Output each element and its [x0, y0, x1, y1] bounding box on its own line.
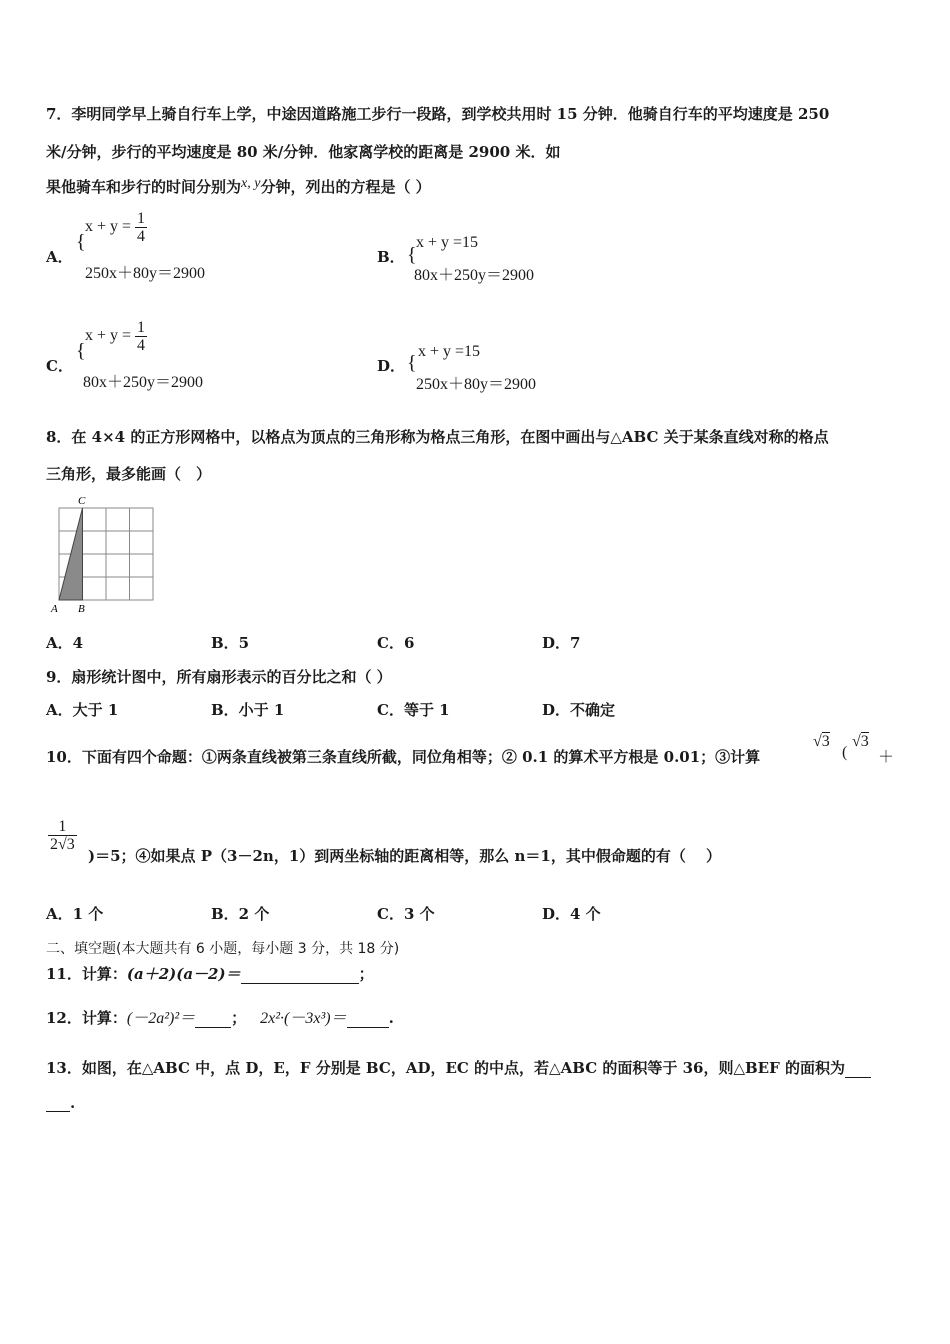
sqrt-icon: √	[852, 733, 861, 750]
q9-option-b: B．小于 1	[211, 701, 285, 719]
q7-option-c-eq1-lhs: x + y =	[85, 327, 132, 345]
q7-option-b-eq1: x + y =15	[416, 234, 479, 251]
brace-icon: {	[407, 244, 417, 266]
frac-num: 1	[137, 210, 146, 227]
q12-expr1: (－2a²)²＝	[126, 1010, 196, 1027]
q8-grid-figure	[44, 492, 164, 617]
q8-line2: 三角形，最多能画（ ）	[46, 465, 212, 483]
q12-expr2: 2x²·(－3x³)＝	[260, 1010, 347, 1027]
q11-expr: (a＋2)(a－2)＝	[126, 965, 241, 983]
fraction	[48, 818, 77, 853]
q8-line1: 8．在 4×4 的正方形网格中，以格点为顶点的三角形称为格点三角形，在图中画出与△ABC 关于某条直线对称的格点	[46, 428, 829, 446]
q8-option-c: C．6	[377, 634, 415, 652]
brace-icon: {	[76, 231, 86, 253]
sqrt-radicand: 3	[860, 733, 869, 750]
q11-suffix: ；	[358, 965, 374, 983]
q12	[46, 1005, 394, 1028]
q13-answer-blank[interactable]	[845, 1063, 871, 1078]
point-b-label: B	[78, 603, 85, 615]
q9-option-a: A．大于 1	[46, 701, 119, 719]
point-c-label: C	[78, 495, 86, 507]
q7-option-a-eq1-lhs: x + y =	[85, 218, 132, 236]
q7-option-c-label: C．	[46, 357, 73, 375]
q10-option-b: B．2 个	[211, 905, 270, 923]
frac-den-coef: 2	[50, 836, 58, 853]
q12-suffix: .	[388, 1009, 394, 1027]
q10-line1: 10．下面有四个命题：①两条直线被第三条直线所截，同位角相等；② 0.1 的算术平方根是 0.01；③计算	[46, 748, 761, 766]
q7-option-a-eq1	[85, 210, 147, 245]
q10-fraction	[48, 818, 77, 853]
q11-prefix: 11．计算：	[46, 965, 127, 983]
q12-answer-blank-1[interactable]	[195, 1013, 231, 1028]
q7-line3	[46, 176, 431, 197]
q7-option-d-eq1: x + y =15	[418, 343, 481, 360]
frac-num: 1	[137, 319, 146, 336]
q7-option-a-label: A．	[46, 248, 73, 266]
q9-text: 9．扇形统计图中，所有扇形表示的百分比之和（ ）	[46, 668, 392, 686]
q7-line3-text: 果他骑车和步行的时间分别为	[46, 178, 242, 196]
q8-option-d: D．7	[542, 634, 581, 652]
q13-answer-blank-cont[interactable]	[46, 1097, 70, 1112]
sqrt-icon: √	[58, 836, 67, 853]
q9-option-d: D．不确定	[542, 701, 616, 719]
q7-line3-end: 分钟，列出的方程是（ ）	[260, 178, 431, 196]
q7-option-c-eq1	[85, 319, 147, 354]
q10-option-c: C．3 个	[377, 905, 435, 923]
q7-option-c-eq2: 80x＋250y＝2900	[83, 374, 204, 391]
q7-option-b-eq2: 80x＋250y＝2900	[414, 267, 535, 284]
sqrt-icon: √	[813, 733, 822, 750]
q12-prefix: 12．计算：	[46, 1009, 127, 1027]
q10-paren-open: (	[842, 744, 848, 761]
q8-option-a: A．4	[46, 634, 84, 652]
q7-option-a-eq2: 250x＋80y＝2900	[85, 265, 206, 282]
q8-option-b: B．5	[211, 634, 250, 652]
section2-heading: 二、填空题(本大题共有 6 小题，每小题 3 分，共 18 分)	[46, 941, 400, 957]
q7-line2: 米/分钟，步行的平均速度是 80 米/分钟．他家离学校的距离是 2900 米．如	[46, 143, 561, 161]
q9-option-c: C．等于 1	[377, 701, 450, 719]
q12-sep: ；	[231, 1009, 247, 1027]
q11	[46, 963, 374, 984]
q7-option-d-eq2: 250x＋80y＝2900	[416, 376, 537, 393]
frac-num: 1	[48, 818, 77, 836]
fraction	[135, 319, 147, 354]
sqrt-radicand: 3	[66, 836, 75, 853]
q13-line2	[46, 1094, 75, 1112]
sqrt-radicand: 3	[821, 733, 830, 750]
q7-vars: x, y	[241, 176, 261, 191]
fraction	[135, 210, 147, 245]
sqrt3-expr-2	[852, 733, 869, 751]
q11-answer-blank[interactable]	[241, 969, 359, 984]
q10-line2: )＝5；④如果点 P（3－2n，1）到两坐标轴的距离相等，那么 n＝1，其中假命题的有（ ）	[88, 847, 722, 865]
q10-plus: ＋	[878, 749, 895, 766]
sqrt3-expr	[813, 733, 830, 751]
point-a-label: A	[51, 603, 58, 615]
q7-option-d-label: D．	[377, 357, 406, 375]
q10-option-d: D．4 个	[542, 905, 601, 923]
q13-suffix: .	[70, 1094, 76, 1112]
q13-line1	[46, 1057, 871, 1078]
brace-icon: {	[407, 352, 417, 374]
q10-option-a: A．1 个	[46, 905, 104, 923]
brace-icon: {	[76, 340, 86, 362]
frac-den	[48, 836, 77, 853]
frac-den: 4	[137, 337, 146, 354]
q12-answer-blank-2[interactable]	[347, 1013, 389, 1028]
q7-line1: 7．李明同学早上骑自行车上学，中途因道路施工步行一段路，到学校共用时 15 分钟．他骑自行车的平均速度是 250	[46, 105, 830, 123]
q13-text: 13．如图，在△ABC 中，点 D，E，F 分别是 BC，AD，EC 的中点，若△ABC 的面积等于 36，则△BEF 的面积为	[46, 1059, 845, 1077]
q7-option-b-label: B．	[377, 248, 405, 266]
frac-den: 4	[137, 228, 146, 245]
